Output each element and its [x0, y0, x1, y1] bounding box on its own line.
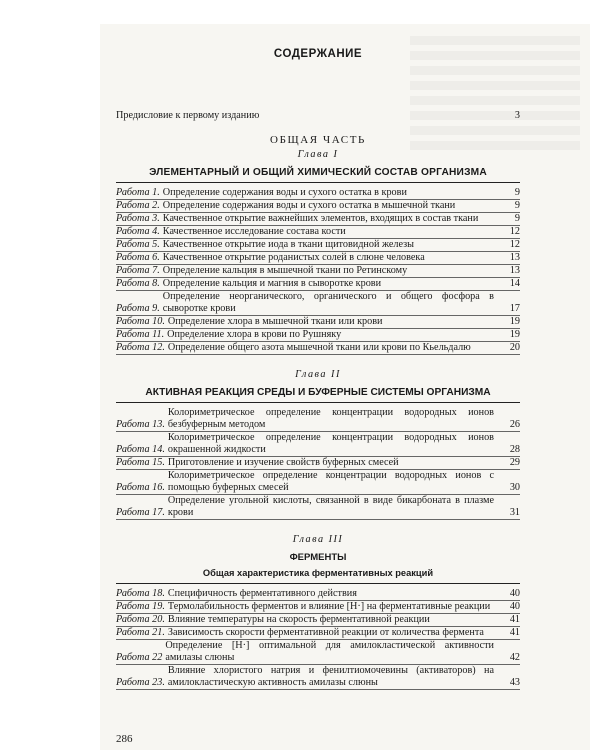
work-title: Определение угольной кислоты, связанной в виде бикарбоната в плазме крови: [167, 495, 494, 518]
work-page: 12: [509, 226, 520, 237]
table-of-contents: [116, 44, 520, 690]
work-label: Работа 1.: [116, 187, 160, 198]
work-label: Работа 18.: [116, 588, 165, 599]
work-page: 13: [509, 265, 520, 276]
work-title: Колориметрическое определение концентрации водородных ионов с помощью буферных смесей: [167, 470, 494, 493]
work-title: Колориметрическое определение концентрации водородных ионов безбуферным методом: [167, 407, 494, 430]
work-page: 40: [509, 601, 520, 612]
work-page: 17: [509, 303, 520, 314]
work-title: Определение хлора в мышечной ткани или крови: [167, 316, 383, 327]
work-label: Работа 16.: [116, 482, 165, 493]
work-title: Влияние температуры на скорость ферментативной реакции: [167, 614, 430, 625]
work-label: Работа 3.: [116, 213, 160, 224]
work-page: 30: [509, 482, 520, 493]
preface-text: Предисловие к первому изданию: [116, 110, 260, 121]
toc-entry: [116, 432, 520, 457]
contents-title: СОДЕРЖАНИЕ: [273, 48, 363, 60]
preface-page: 3: [514, 110, 520, 121]
preface-entry: [116, 110, 520, 122]
work-label: Работа 6.: [116, 252, 160, 263]
toc-entry: [116, 187, 520, 200]
chapter-subtitle: Общая характеристика ферментативных реакций: [116, 567, 520, 584]
work-label: Работа 5.: [116, 239, 160, 250]
work-label: Работа 20.: [116, 614, 165, 625]
toc-entry: [116, 640, 520, 665]
toc-entry: [116, 200, 520, 213]
work-label: Работа 17.: [116, 507, 165, 518]
work-title: Определение неорганического, органического и общего фосфора в сыворотке крови: [162, 291, 494, 314]
work-page: 19: [509, 329, 520, 340]
toc-entry: [116, 342, 520, 355]
toc-entry: [116, 265, 520, 278]
toc-entry: [116, 291, 520, 316]
chapter-works-list: [116, 407, 520, 520]
work-label: Работа 21.: [116, 627, 165, 638]
work-page: 41: [509, 614, 520, 625]
work-page: 29: [509, 457, 520, 468]
toc-entry: [116, 495, 520, 520]
toc-entry: [116, 407, 520, 432]
chapter-label: Глава I: [297, 149, 339, 160]
work-title: Приготовление и изучение свойств буферных смесей: [167, 457, 399, 468]
toc-entry: [116, 457, 520, 470]
work-title: Качественное исследование состава кости: [162, 226, 346, 237]
work-page: 14: [509, 278, 520, 289]
work-page: 12: [509, 239, 520, 250]
work-label: Работа 22: [116, 652, 163, 663]
work-page: 19: [509, 316, 520, 327]
chapter-works-list: [116, 187, 520, 355]
page-number: 286: [116, 733, 133, 745]
toc-entry: [116, 470, 520, 495]
work-label: Работа 8.: [116, 278, 160, 289]
work-label: Работа 7.: [116, 265, 160, 276]
chapter-label: Глава III: [292, 534, 344, 545]
work-title: Определение содержания воды и сухого остатка в мышечной ткани: [162, 200, 456, 211]
work-page: 43: [509, 677, 520, 688]
work-page: 40: [509, 588, 520, 599]
part-title: ОБЩАЯ ЧАСТЬ: [270, 134, 366, 146]
work-page: 28: [509, 444, 520, 455]
work-label: Работа 4.: [116, 226, 160, 237]
chapter-title: ФЕРМЕНТЫ: [289, 552, 347, 563]
chapter-title: ЭЛЕМЕНТАРНЫЙ И ОБЩИЙ ХИМИЧЕСКИЙ СОСТАВ ОРГАНИЗМА: [116, 167, 520, 183]
work-label: Работа 19.: [116, 601, 165, 612]
work-page: 31: [509, 507, 520, 518]
toc-entry: [116, 278, 520, 291]
work-title: Определение [H·] оптимальной для амилокластической активности амилазы слюны: [165, 640, 494, 663]
toc-entry: [116, 252, 520, 265]
toc-entry: [116, 329, 520, 342]
work-page: 9: [514, 187, 520, 198]
work-page: 26: [509, 419, 520, 430]
work-title: Зависимость скорости ферментативной реакции от количества фермента: [167, 627, 484, 638]
toc-entry: [116, 627, 520, 640]
toc-entry: [116, 614, 520, 627]
work-label: Работа 12.: [116, 342, 165, 353]
chapter-works-list: [116, 588, 520, 690]
toc-entry: [116, 665, 520, 690]
toc-entry: [116, 601, 520, 614]
work-label: Работа 14.: [116, 444, 165, 455]
work-label: Работа 9.: [116, 303, 160, 314]
work-page: 41: [509, 627, 520, 638]
work-label: Работа 10.: [116, 316, 165, 327]
work-label: Работа 23.: [116, 677, 165, 688]
work-label: Работа 15.: [116, 457, 165, 468]
work-title: Определение общего азота мышечной ткани или крови по Кьельдалю: [167, 342, 471, 353]
work-title: Влияние хлористого натрия и фенилтиомочевины (активаторов) на амилокластическую активность амилазы слюны: [167, 665, 494, 688]
work-label: Работа 2.: [116, 200, 160, 211]
toc-entry: [116, 316, 520, 329]
toc-entry: [116, 226, 520, 239]
chapter-label: Глава II: [295, 369, 341, 380]
work-title: Определение содержания воды и сухого остатка в крови: [162, 187, 407, 198]
work-title: Определение хлора в крови по Рушняку: [167, 329, 342, 340]
work-label: Работа 13.: [116, 419, 165, 430]
work-title: Термолабильность ферментов и влияние [H·] на ферментативные реакции: [167, 601, 491, 612]
work-page: 9: [514, 213, 520, 224]
toc-entry: [116, 239, 520, 252]
work-page: 13: [509, 252, 520, 263]
work-title: Колориметрическое определение концентрации водородных ионов окрашенной жидкости: [167, 432, 494, 455]
toc-entry: [116, 588, 520, 601]
work-label: Работа 11.: [116, 329, 165, 340]
chapter-title: АКТИВНАЯ РЕАКЦИЯ СРЕДЫ И БУФЕРНЫЕ СИСТЕМЫ ОРГАНИЗМА: [116, 387, 520, 403]
work-page: 9: [514, 200, 520, 211]
work-title: Специфичность ферментативного действия: [167, 588, 357, 599]
work-title: Качественное открытие иода в ткани щитовидной железы: [162, 239, 414, 250]
work-title: Качественное открытие важнейших элементов, входящих в состав ткани: [162, 213, 479, 224]
work-title: Определение кальция в мышечной ткани по Ретинскому: [162, 265, 408, 276]
work-title: Качественное открытие роданистых солей в слюне человека: [162, 252, 425, 263]
work-page: 42: [509, 652, 520, 663]
toc-entry: [116, 213, 520, 226]
work-page: 20: [509, 342, 520, 353]
work-title: Определение кальция и магния в сыворотке крови: [162, 278, 382, 289]
